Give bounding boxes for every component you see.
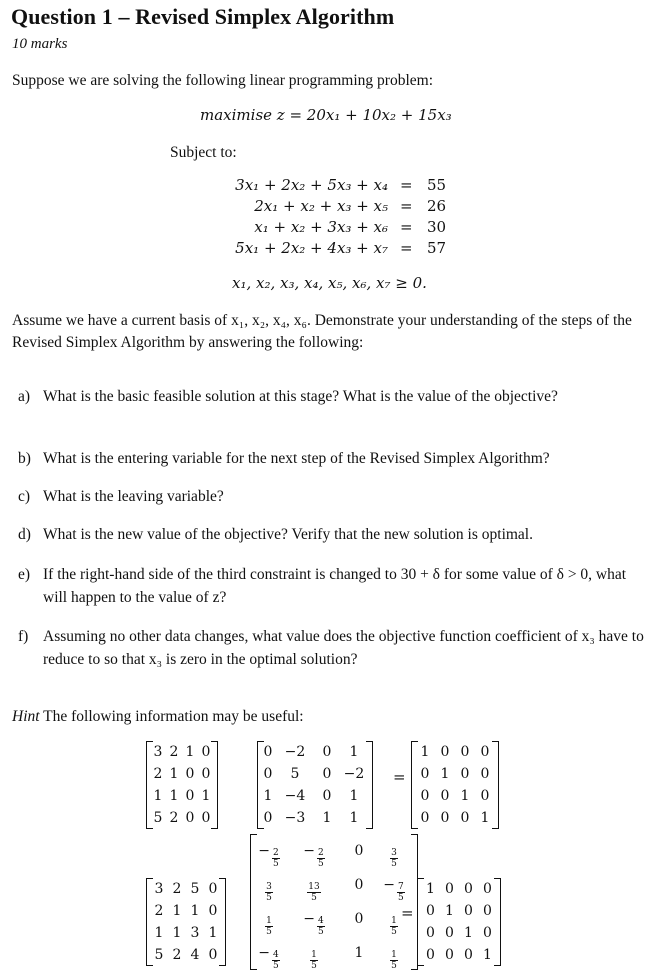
- hint-label: Hint: [12, 708, 40, 725]
- nonnegativity: x₁, x₂, x₃, x₄, x₅, x₆, x₇ ≥ 0.: [232, 274, 427, 292]
- equals-2: =: [401, 904, 414, 922]
- matrix-cell: 1: [185, 744, 195, 760]
- matrix-cell: 5: [290, 766, 300, 782]
- constraint-lhs: 3x₁ + 2x₂ + 5x₃ + x₄: [235, 176, 388, 194]
- question-item: [18, 485, 653, 508]
- question-label: b): [18, 450, 31, 467]
- matrix-cell: 0: [185, 810, 195, 826]
- matrix-cell: 1: [349, 788, 359, 804]
- matrix-cell: 0: [185, 788, 195, 804]
- matrix-cell: 1: [480, 810, 490, 826]
- fraction: $\frac{1}{5}$: [391, 950, 397, 971]
- constraint-lhs: 2x₁ + x₂ + x₃ + x₅: [254, 197, 388, 215]
- matrix-1b: [257, 741, 373, 829]
- matrix-cell: −2: [284, 744, 306, 760]
- matrix-cell: 0: [464, 903, 473, 919]
- objective-function: maximise z = 20x₁ + 10x₂ + 15x₃: [200, 106, 452, 124]
- matrix-cell: 1: [349, 744, 359, 760]
- matrix-2a: [146, 878, 226, 966]
- matrix-cell: 0: [185, 766, 195, 782]
- matrix-cell: 0: [440, 788, 450, 804]
- matrix-cell: [254, 902, 284, 936]
- matrix-cell: −4: [284, 788, 306, 804]
- matrix-cell: 0: [208, 947, 218, 963]
- fraction: $\frac{4}{5}$: [273, 950, 279, 971]
- constraint-rhs: 57: [427, 239, 447, 257]
- matrix-cell: 0: [445, 947, 454, 963]
- identity-matrix-2: [417, 878, 501, 966]
- matrix-cell: 1: [263, 788, 273, 804]
- fraction: $\frac{2}{5}$: [273, 848, 279, 869]
- constraint-lhs: 5x₁ + 2x₂ + 4x₃ + x₇: [235, 239, 388, 257]
- matrix-cell: 0: [322, 788, 332, 804]
- question-text: Assuming no other data changes, what value does the objective function coefficient of x₃ have to reduce to so that x₃ is zero in the optimal solution?: [43, 628, 644, 668]
- constraint-rhs: 26: [427, 197, 447, 215]
- marks: 10 marks: [12, 36, 68, 52]
- constraint-rel: =: [400, 239, 413, 257]
- matrix-cell: 0: [483, 925, 492, 941]
- matrix-cell: 1: [420, 744, 430, 760]
- fraction: $\frac{4}{5}$: [318, 916, 324, 937]
- matrix-cell: 2: [172, 881, 182, 897]
- matrix-cell: 2: [169, 744, 179, 760]
- fraction: $\frac{2}{5}$: [318, 848, 324, 869]
- question-item: [18, 447, 653, 470]
- question-item: [18, 523, 653, 546]
- matrix-cell: 1: [445, 903, 454, 919]
- question-label: c): [18, 488, 31, 505]
- matrix-cell: 0: [445, 881, 454, 897]
- matrix-cell: 1: [172, 925, 182, 941]
- matrix-cell: 0: [201, 744, 211, 760]
- fraction: $\frac{1}{5}$: [391, 916, 397, 937]
- matrix-cell: 2: [153, 766, 163, 782]
- question-label: a): [18, 388, 31, 405]
- matrix-cell: − $\frac{2}{5}$: [258, 843, 279, 869]
- constraint-rhs: 55: [427, 176, 447, 194]
- matrix-cell: [374, 936, 414, 970]
- matrix-cell: 0: [426, 947, 435, 963]
- constraint-rel: =: [400, 218, 413, 236]
- matrix-cell: 0: [354, 843, 364, 859]
- matrix-cell: 0: [201, 766, 211, 782]
- hint: [12, 706, 304, 728]
- matrix-1a: [146, 741, 218, 829]
- question-label: e): [18, 566, 31, 583]
- matrix-cell: 5: [153, 810, 163, 826]
- matrix-cell: − $\frac{4}{5}$: [258, 945, 279, 971]
- matrix-cell: 0: [460, 810, 470, 826]
- matrix-cell: 0: [480, 788, 490, 804]
- matrix-cell: 1: [169, 788, 179, 804]
- matrix-cell: 1: [322, 810, 332, 826]
- matrix-cell: 3: [190, 925, 200, 941]
- matrix-cell: 0: [460, 766, 470, 782]
- constraint-lhs: x₁ + x₂ + 3x₃ + x₆: [254, 218, 388, 236]
- matrix-cell: 0: [480, 744, 490, 760]
- matrix-cell: 0: [483, 881, 492, 897]
- matrix-cell: 0: [263, 810, 273, 826]
- matrix-cell: 1: [426, 881, 435, 897]
- matrix-cell: − $\frac{7}{5}$: [383, 877, 404, 903]
- matrix-cell: 5: [190, 881, 200, 897]
- matrix-cell: 3: [154, 881, 164, 897]
- question-text: What is the new value of the objective? Verify that the new solution is optimal.: [43, 526, 533, 543]
- matrix-cell: 0: [464, 881, 473, 897]
- matrix-cell: 0: [483, 903, 492, 919]
- matrix-cell: −3: [284, 810, 306, 826]
- matrix-cell: 0: [426, 925, 435, 941]
- matrix-cell: 0: [426, 903, 435, 919]
- matrix-cell: [254, 868, 284, 902]
- intro-text: Suppose we are solving the following linear programming problem:: [12, 72, 433, 89]
- matrix-cell: 5: [154, 947, 164, 963]
- question-text: What is the entering variable for the next step of the Revised Simplex Algorithm?: [43, 450, 550, 467]
- matrix-cell: 0: [208, 881, 218, 897]
- subject-to-label: Subject to:: [170, 144, 237, 161]
- question-text: If the right-hand side of the third constraint is changed to 30 + δ for some value of δ > 0, what will happen to the value of z?: [43, 566, 627, 606]
- matrix-cell: 3: [153, 744, 163, 760]
- question-label: f): [18, 628, 29, 645]
- fraction: $\frac{13}{5}$: [308, 882, 320, 903]
- matrix-cell: 1: [153, 788, 163, 804]
- matrix-cell: 0: [420, 766, 430, 782]
- matrix-cell: 1: [201, 788, 211, 804]
- matrix-cell: 0: [480, 766, 490, 782]
- matrix-cell: 0: [460, 744, 470, 760]
- question-label: d): [18, 526, 31, 543]
- matrix-cell: 0: [464, 947, 473, 963]
- matrix-cell: 0: [201, 810, 211, 826]
- matrix-cell: − $\frac{4}{5}$: [303, 911, 324, 937]
- question-text: What is the basic feasible solution at this stage? What is the value of the objective?: [43, 388, 558, 405]
- fraction: $\frac{1}{5}$: [311, 950, 317, 971]
- page-title: Question 1 – Revised Simplex Algorithm: [11, 4, 395, 29]
- hint-text: The following information may be useful:: [43, 708, 304, 725]
- matrix-cell: 2: [169, 810, 179, 826]
- matrix-cell: 0: [445, 925, 454, 941]
- matrix-cell: 0: [208, 903, 218, 919]
- fraction: $\frac{3}{5}$: [266, 882, 272, 903]
- matrix-cell: 0: [322, 766, 332, 782]
- matrix-cell: [284, 936, 344, 970]
- matrix-cell: 0: [440, 810, 450, 826]
- matrix-cell: −2: [343, 766, 365, 782]
- matrix-cell: 0: [263, 766, 273, 782]
- constraint-rhs: 30: [427, 218, 447, 236]
- question-text: What is the leaving variable?: [43, 488, 224, 505]
- matrix-cell: [374, 834, 414, 868]
- matrix-cell: 0: [263, 744, 273, 760]
- fraction: $\frac{3}{5}$: [391, 848, 397, 869]
- identity-matrix-1: [411, 741, 499, 829]
- matrix-cell: 1: [460, 788, 470, 804]
- equals-1: =: [393, 768, 406, 786]
- matrix-cell: [284, 868, 344, 902]
- fraction: $\frac{1}{5}$: [266, 916, 272, 937]
- matrix-cell: 1: [349, 810, 359, 826]
- matrix-cell: 0: [420, 788, 430, 804]
- matrix-2b: [250, 834, 418, 970]
- matrix-cell: 1: [483, 947, 492, 963]
- matrix-cell: 1: [464, 925, 473, 941]
- matrix-cell: − $\frac{2}{5}$: [303, 843, 324, 869]
- matrix-cell: 0: [354, 911, 364, 927]
- question-item: [18, 385, 653, 408]
- matrix-cell: 1: [354, 945, 364, 961]
- basis-text: Assume we have a current basis of x₁, x₂, x₄, x₆. Demonstrate your understanding of the steps of the Revised Simplex Algorithm by answering the following:: [12, 312, 632, 351]
- matrix-cell: 2: [172, 947, 182, 963]
- constraint-rel: =: [400, 176, 413, 194]
- fraction: $\frac{7}{5}$: [398, 882, 404, 903]
- matrix-cell: 1: [172, 903, 182, 919]
- matrix-cell: 1: [208, 925, 218, 941]
- matrix-cell: 1: [440, 766, 450, 782]
- matrix-cell: 0: [420, 810, 430, 826]
- matrix-cell: 0: [322, 744, 332, 760]
- matrix-cell: 1: [154, 925, 164, 941]
- question-item: [18, 625, 653, 671]
- matrix-cell: 1: [169, 766, 179, 782]
- constraint-rel: =: [400, 197, 413, 215]
- matrix-cell: 4: [190, 947, 200, 963]
- matrix-cell: 0: [354, 877, 364, 893]
- matrix-cell: 0: [440, 744, 450, 760]
- question-item: [18, 563, 653, 609]
- matrix-cell: 1: [190, 903, 200, 919]
- matrix-cell: 2: [154, 903, 164, 919]
